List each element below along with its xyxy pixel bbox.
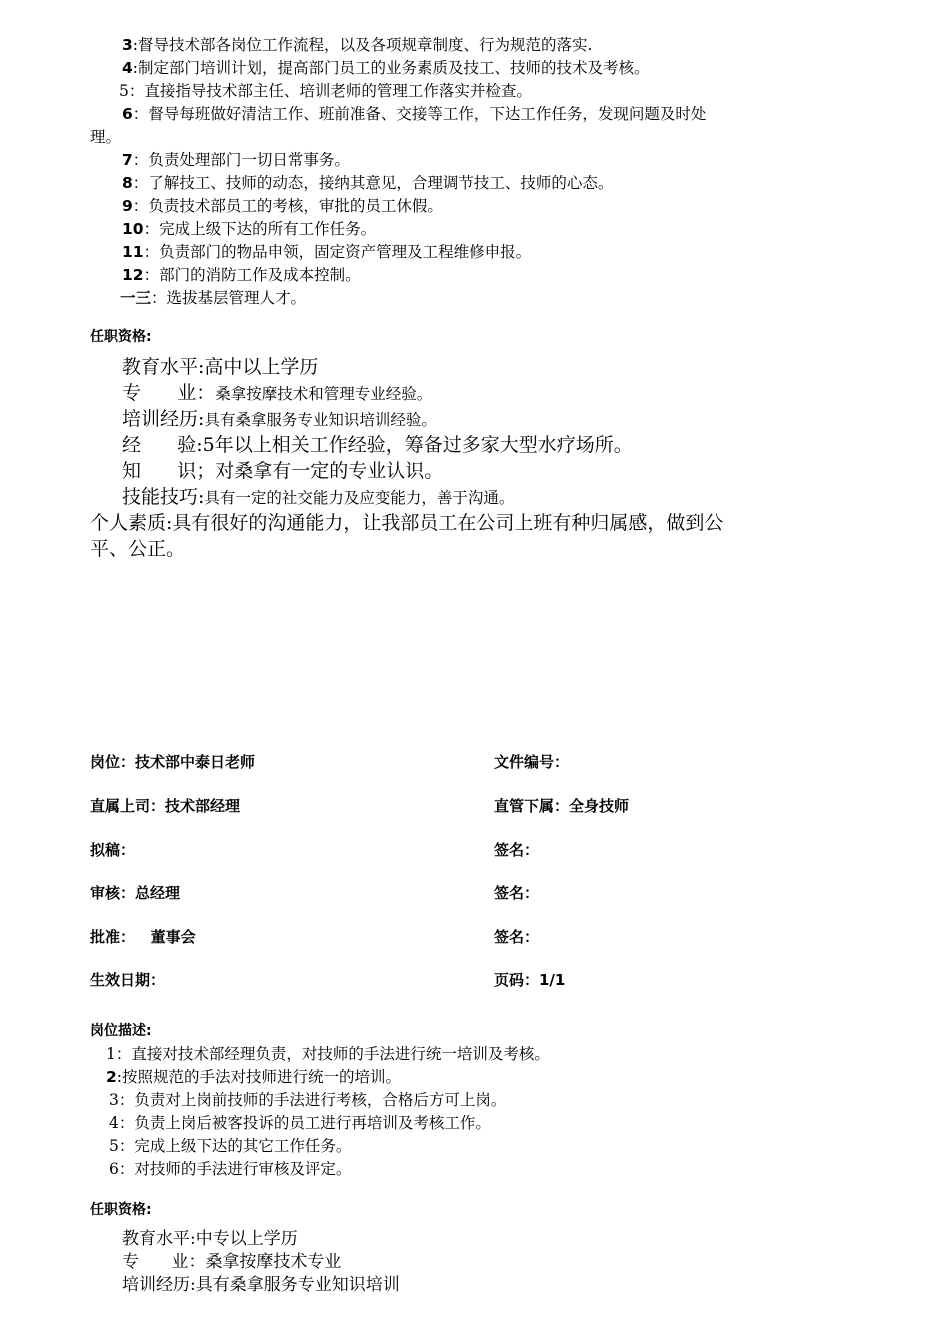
qual-personal-wrap: 平、公正。: [90, 538, 186, 560]
signature-1: 签名：: [494, 841, 540, 859]
signature-2: 签名：: [494, 884, 540, 902]
duty-item: 5：直接指导技术部主任、培训老师的管理工作落实并检查。: [119, 82, 532, 100]
duty-item: 3:督导技术部各岗位工作流程，以及各项规章制度、行为规范的落实.: [122, 36, 593, 54]
drafted-by: 拟稿：: [90, 841, 136, 859]
reviewed-by: 审核：总经理: [90, 884, 181, 902]
duty-item: 6：对技师的手法进行审核及评定。: [109, 1160, 352, 1178]
duty-item: 12：部门的消防工作及成本控制。: [122, 266, 361, 284]
duty-item: 3：负责对上岗前技师的手法进行考核，合格后方可上岗。: [109, 1091, 507, 1109]
duty-item-wrap: 理。: [90, 128, 122, 146]
qual-major: 专 业：桑拿按摩技术专业: [122, 1252, 342, 1272]
qual-education: 教育水平:中专以上学历: [122, 1229, 298, 1249]
direct-subordinate: 直管下属：全身技师: [494, 797, 630, 815]
duty-item: 5：完成上级下达的其它工作任务。: [109, 1137, 352, 1155]
qual-major: 专 业：桑拿按摩技术和管理专业经验。: [122, 382, 433, 404]
qual-skills: 技能技巧:具有一定的社交能力及应变能力，善于沟通。: [122, 486, 515, 508]
qual-training: 培训经历:具有桑拿服务专业知识培训: [122, 1275, 400, 1295]
signature-3: 签名：: [494, 928, 540, 946]
duty-item: 4:制定部门培训计划，提高部门员工的业务素质及技工、技师的技术及考核。: [122, 59, 650, 77]
duty-item: 11：负责部门的物品申领，固定资产管理及工程维修申报。: [122, 243, 532, 261]
duty-item: 10：完成上级下达的所有工作任务。: [122, 220, 377, 238]
duty-item: 6：督导每班做好清洁工作、班前准备、交接等工作，下达工作任务，发现问题及时处: [122, 105, 707, 123]
direct-supervisor: 直属上司：技术部经理: [90, 797, 241, 815]
qual-personal: 个人素质:具有很好的沟通能力，让我部员工在公司上班有种归属感，做到公: [90, 512, 724, 534]
qual-training: 培训经历:具有桑拿服务专业知识培训经验。: [122, 408, 437, 430]
qualifications-heading: 任职资格:: [90, 1202, 152, 1218]
approved-by: 批准： 董事会: [90, 928, 196, 946]
effective-date: 生效日期：: [90, 971, 166, 989]
qualifications-heading: 任职资格:: [90, 329, 152, 345]
document-number: 文件编号：: [494, 753, 570, 771]
qual-education: 教育水平:高中以上学历: [122, 356, 319, 378]
qual-knowledge: 知 识；对桑拿有一定的专业认识。: [122, 460, 444, 482]
duty-item: 4：负责上岗后被客投诉的员工进行再培训及考核工作。: [109, 1114, 491, 1132]
position-title: 岗位：技术部中泰日老师: [90, 753, 256, 771]
duty-item: 7：负责处理部门一切日常事务。: [122, 151, 350, 169]
qual-experience: 经 验:5年以上相关工作经验，筹备过多家大型水疗场所。: [122, 434, 633, 456]
duty-item: 2:按照规范的手法对技师进行统一的培训。: [106, 1068, 402, 1086]
duty-item: 1：直接对技术部经理负责，对技师的手法进行统一培训及考核。: [106, 1045, 550, 1063]
duty-item: 一三：选拔基层管理人才。: [120, 289, 307, 307]
page-number: 页码：1/1: [494, 971, 566, 989]
duty-item: 9：负责技术部员工的考核，审批的员工休假。: [122, 197, 443, 215]
duty-item: 8：了解技工、技师的动态，接纳其意见，合理调节技工、技师的心态。: [122, 174, 614, 192]
job-description-heading: 岗位描述:: [90, 1023, 152, 1039]
